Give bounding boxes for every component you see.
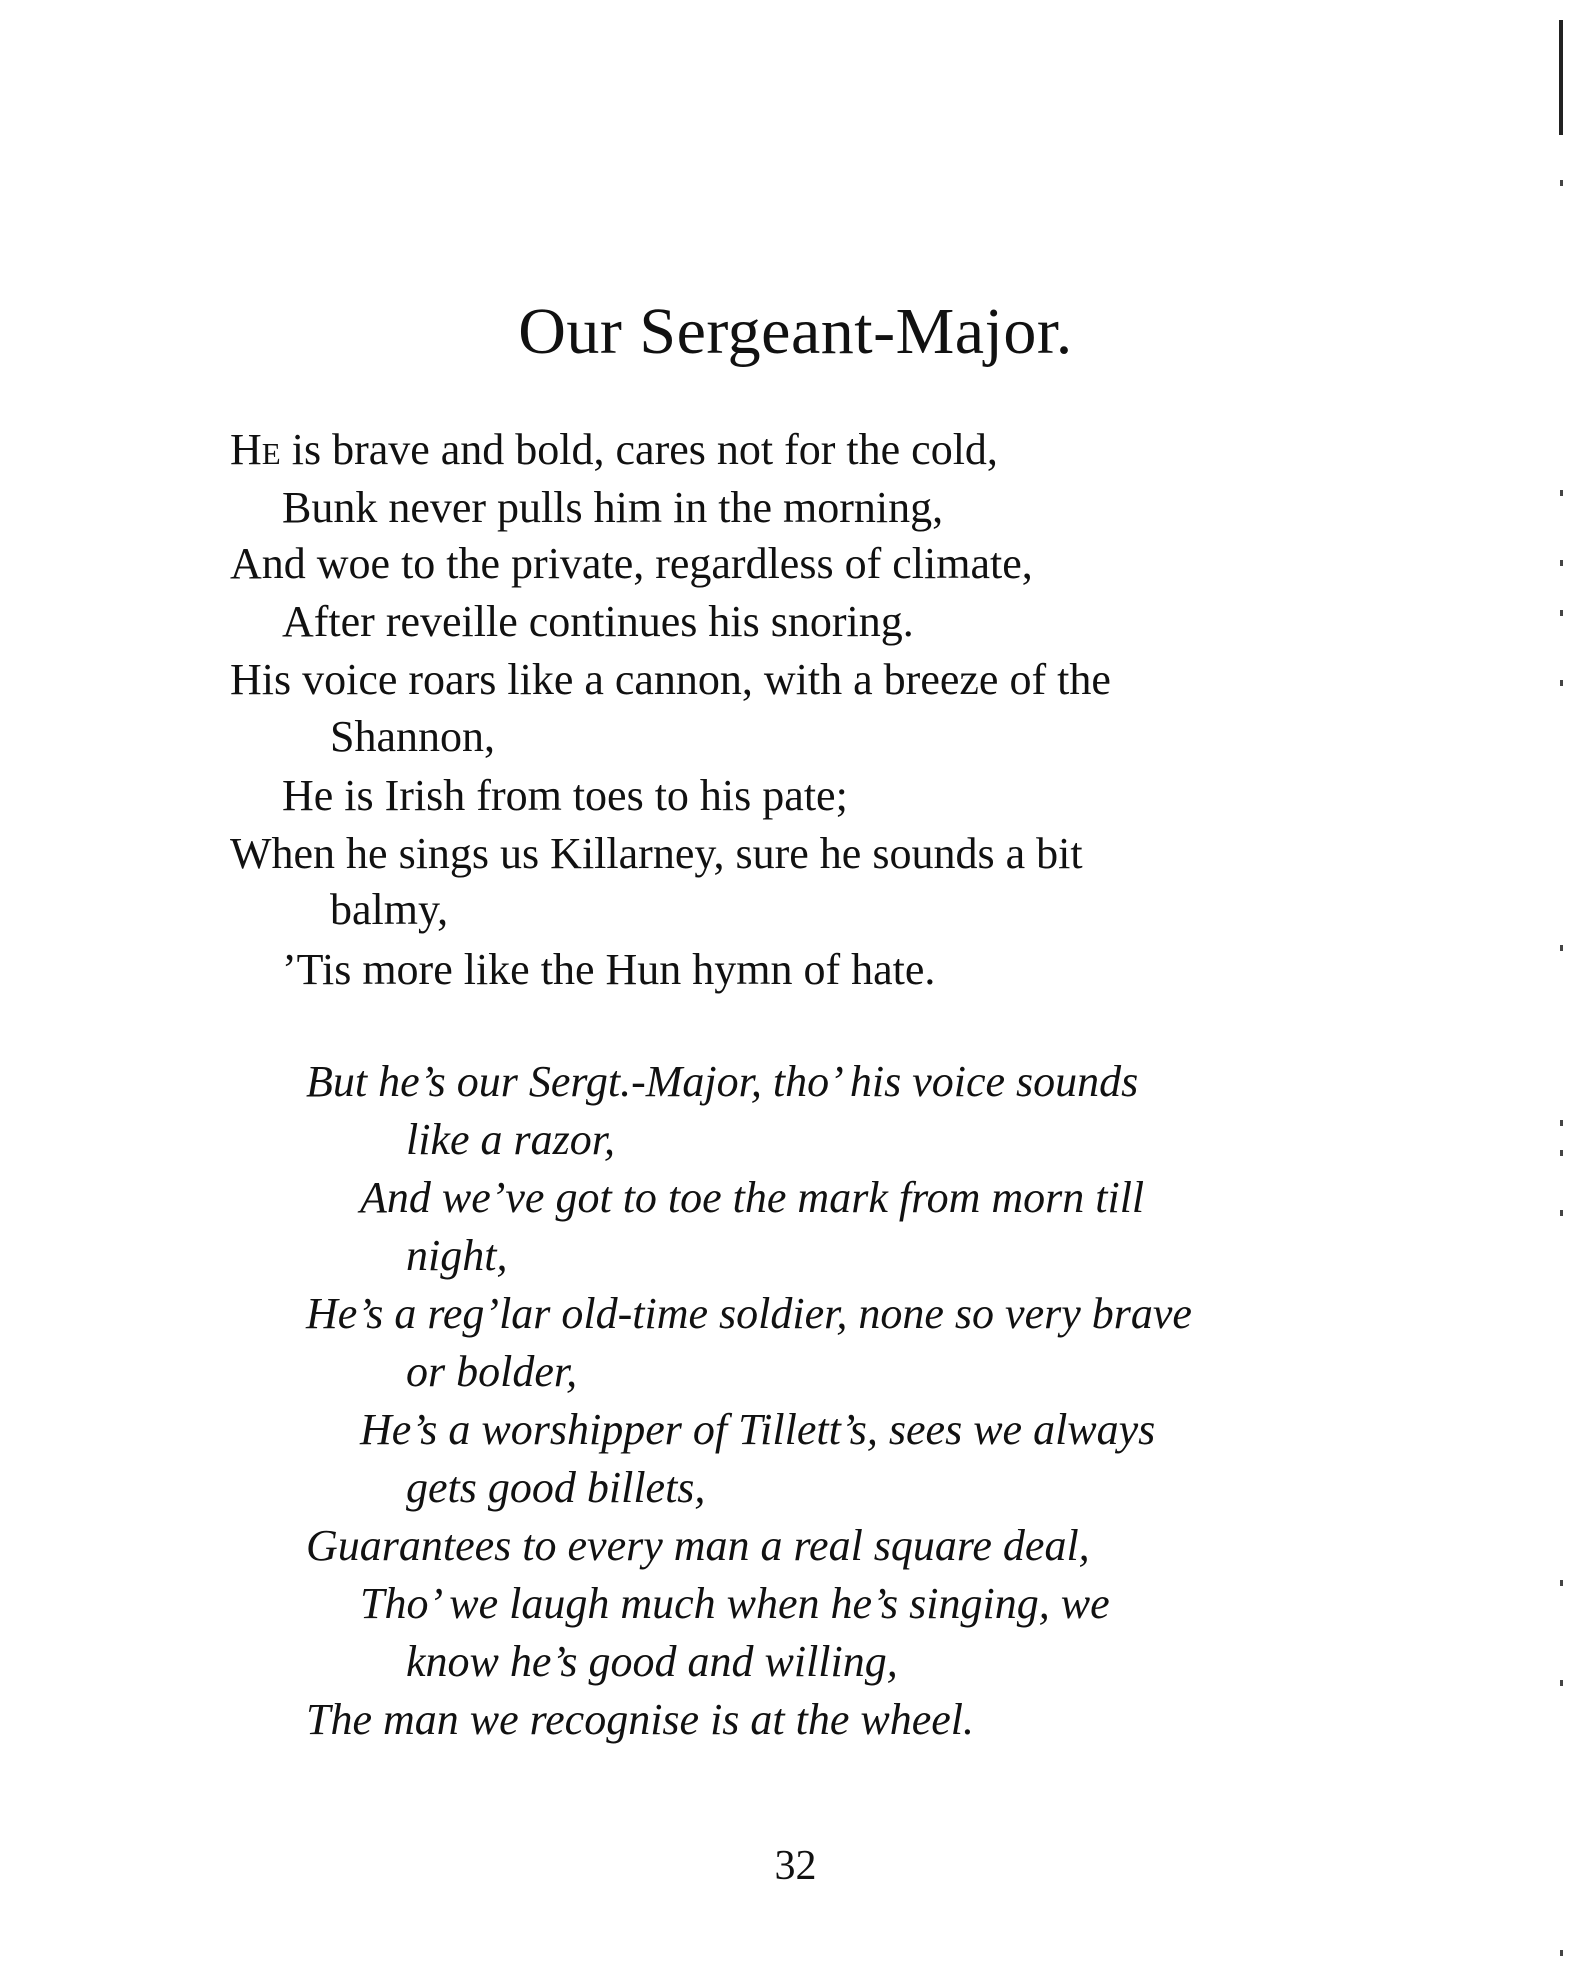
- chorus-line: Tho’ we laugh much when he’s singing, we: [360, 1579, 1110, 1628]
- page-number: 32: [774, 1843, 817, 1889]
- chorus-line: or bolder,: [406, 1347, 578, 1396]
- poem-title: Our Sergeant-Major.: [518, 295, 1073, 368]
- verse-line: His voice roars like a cannon, with a breeze of the: [230, 655, 1111, 704]
- edge-speck: [1560, 1950, 1563, 1956]
- chorus-line: The man we recognise is at the wheel.: [306, 1695, 975, 1744]
- edge-speck: [1560, 1120, 1563, 1126]
- edge-speck: [1560, 560, 1563, 566]
- verse-line: balmy,: [330, 885, 449, 934]
- verse-line: ’Tis more like the Hun hymn of hate.: [282, 945, 936, 994]
- edge-speck: [1560, 680, 1563, 686]
- chorus-line: gets good billets,: [406, 1463, 706, 1512]
- edge-speck: [1560, 610, 1563, 616]
- chorus-line: night,: [406, 1231, 508, 1280]
- edge-speck: [1560, 1680, 1563, 1686]
- edge-speck: [1560, 945, 1563, 951]
- chorus-line: like a razor,: [406, 1115, 615, 1164]
- verse-line: And woe to the private, regardless of climate,: [230, 539, 1033, 588]
- page-edge-scan-marks: [1551, 0, 1591, 1980]
- verse-line: He is Irish from toes to his pate;: [282, 771, 848, 820]
- verse-line: He is brave and bold, cares not for the cold,: [230, 425, 998, 474]
- edge-speck: [1560, 1580, 1563, 1586]
- verse-line: Bunk never pulls him in the morning,: [282, 483, 944, 532]
- chorus-line: But he’s our Sergt.-Major, tho’ his voice sounds: [306, 1057, 1139, 1106]
- verse-line: When he sings us Killarney, sure he sounds a bit: [230, 829, 1083, 878]
- edge-shadow-bar: [1559, 20, 1563, 135]
- edge-speck: [1560, 490, 1563, 496]
- verse-line: Shannon,: [330, 712, 495, 761]
- edge-speck: [1560, 180, 1563, 186]
- edge-speck: [1560, 1150, 1563, 1156]
- chorus-line: know he’s good and willing,: [406, 1637, 898, 1686]
- verse-line: After reveille continues his snoring.: [282, 597, 914, 646]
- chorus-line: And we’ve got to toe the mark from morn till: [360, 1173, 1145, 1222]
- verse-initial-word: He: [230, 425, 281, 474]
- chorus-line: He’s a worshipper of Tillett’s, sees we always: [360, 1405, 1156, 1454]
- chorus-line: Guarantees to every man a real square deal,: [306, 1521, 1090, 1570]
- edge-speck: [1560, 1210, 1563, 1216]
- chorus-line: He’s a reg’lar old-time soldier, none so very brave: [306, 1289, 1192, 1338]
